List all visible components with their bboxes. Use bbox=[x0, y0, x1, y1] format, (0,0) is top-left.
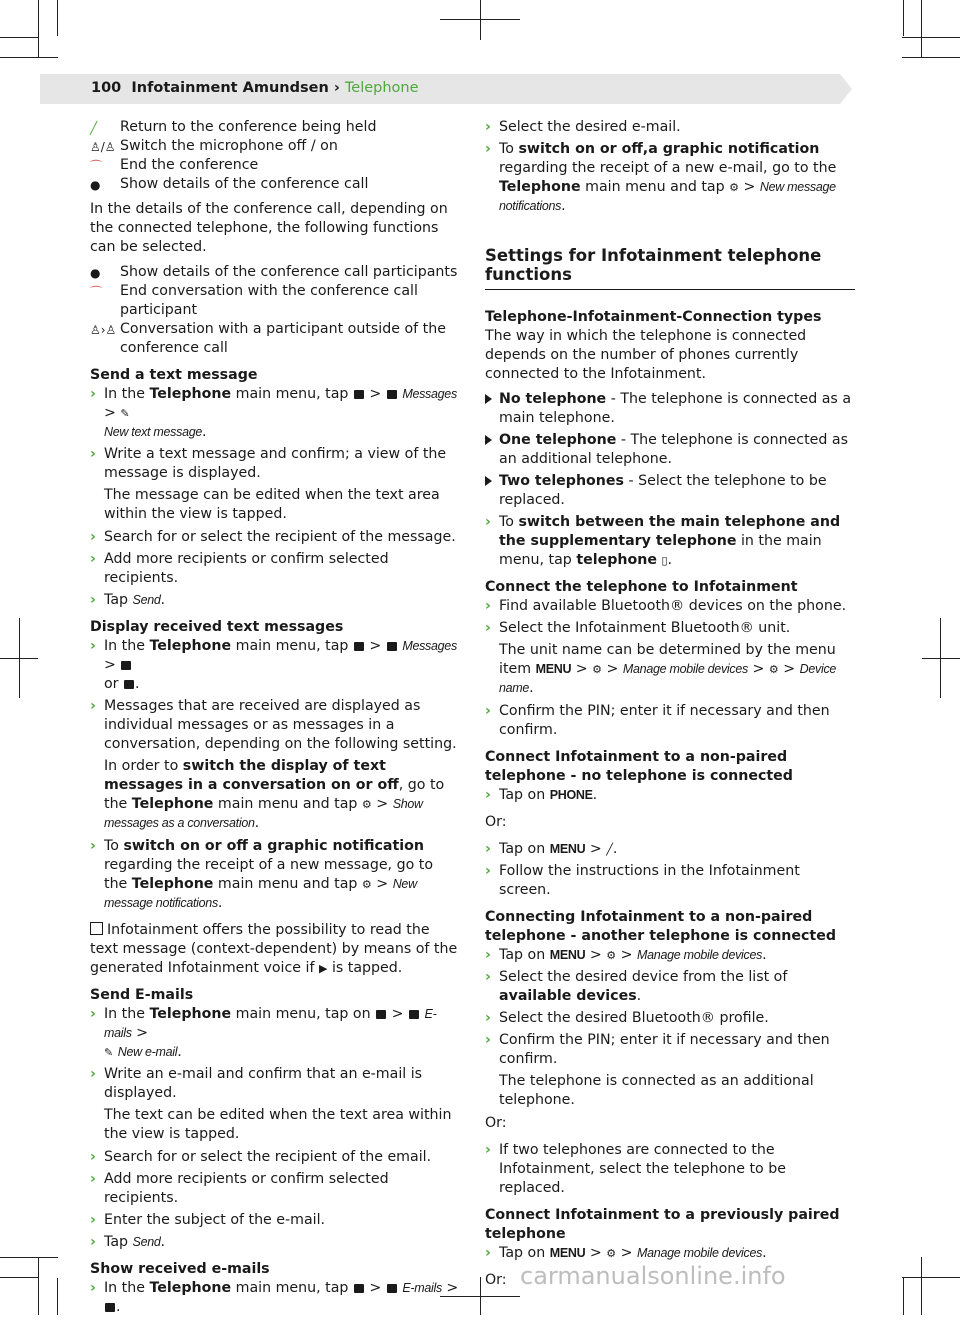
step: › Messages that are received are displayed as individual messages or as messages in a conversation, depending on the following setting. bbox=[90, 698, 457, 752]
pencil-icon: ✎ bbox=[120, 407, 130, 420]
icon-row: ♙/♙ Switch the microphone off / on bbox=[90, 137, 460, 156]
info-icon bbox=[90, 922, 103, 935]
step-detail: In order to switch the display of text messages in a conversation on or off, go to the Telephone main menu and tap ⚙ > Show messages as a conversation. bbox=[104, 758, 445, 831]
step: › Select the desired Bluetooth® profile. bbox=[485, 1010, 769, 1026]
step: › In the Telephone main menu, tap on > E-mails > ✎ New e-mail. bbox=[90, 1006, 437, 1060]
step: › Tap on PHONE. bbox=[485, 787, 598, 803]
phone-icon: ╱ bbox=[90, 121, 98, 135]
chevron-icon: › bbox=[485, 514, 491, 530]
step: › Tap on MENU > ⚙ > Manage mobile devices. bbox=[485, 1245, 767, 1261]
step-detail: The telephone is connected as an additional telephone. bbox=[499, 1073, 814, 1108]
crop-mark bbox=[38, 1257, 39, 1315]
chevron-icon: › bbox=[485, 1142, 491, 1158]
crop-mark bbox=[922, 658, 960, 659]
icon-row: ╱ Return to the conference being held bbox=[90, 118, 460, 137]
icon-row: ⌒ End the conference bbox=[90, 156, 460, 175]
step: › Add more recipients or confirm selected recipients. bbox=[90, 551, 389, 586]
chevron-icon: › bbox=[485, 703, 491, 719]
heading: Connect Infotainment to a non-paired telephone - no telephone is connected bbox=[485, 749, 793, 784]
mail-icon bbox=[121, 661, 131, 670]
step: › Tap Send. bbox=[90, 592, 166, 608]
chevron-icon: › bbox=[485, 119, 491, 135]
mail-open-icon bbox=[105, 1303, 115, 1312]
chevron-icon: › bbox=[485, 141, 491, 157]
chapter-name: Telephone bbox=[344, 80, 419, 96]
right-column bbox=[485, 118, 855, 1296]
crop-mark bbox=[0, 57, 58, 58]
crop-mark bbox=[19, 618, 20, 698]
triangle-bullet-icon bbox=[485, 476, 492, 486]
crop-mark bbox=[940, 618, 941, 698]
step: › Find available Bluetooth® devices on the phone. bbox=[485, 598, 847, 614]
mail-icon bbox=[354, 642, 364, 651]
chevron-icon: › bbox=[485, 598, 491, 614]
chevron-icon: › bbox=[485, 841, 491, 857]
paragraph: In the details of the conference call, depending on the connected telephone, the following functions can be selected. bbox=[90, 201, 448, 255]
chevron-icon: › bbox=[90, 698, 96, 714]
crop-mark bbox=[902, 1277, 960, 1278]
mail-icon bbox=[409, 1010, 419, 1019]
mail-icon bbox=[387, 642, 397, 651]
mail-open-icon bbox=[124, 680, 134, 689]
heading: Send E-mails bbox=[90, 987, 194, 1003]
mail-icon bbox=[387, 390, 397, 399]
end-call-icon: ⌒ bbox=[90, 285, 103, 299]
step: › Tap on MENU > ⚙ > Manage mobile devices. bbox=[485, 947, 767, 963]
crop-mark bbox=[0, 1277, 38, 1278]
triangle-bullet-icon bbox=[485, 394, 492, 404]
microphone-icon: ♙/♙ bbox=[90, 140, 116, 154]
icon-row: ♙›♙ Conversation with a participant outside of the conference call bbox=[90, 321, 446, 356]
note: Infotainment offers the possibility to read the text message (context-dependent) by means of the generated Infotainment voice if ▶ is tapped. bbox=[90, 922, 458, 976]
heading: Send a text message bbox=[90, 367, 258, 383]
phone-icon: ╱ bbox=[606, 843, 613, 856]
chevron-icon: › bbox=[485, 947, 491, 963]
crop-mark bbox=[38, 0, 39, 58]
chevron-icon: › bbox=[90, 446, 96, 462]
pencil-icon: ✎ bbox=[104, 1046, 114, 1059]
speech-icon: ▶ bbox=[318, 962, 328, 975]
watermark: carmanualsonline.info bbox=[520, 1262, 786, 1290]
chevron-icon: › bbox=[485, 1010, 491, 1026]
step-detail: The text can be edited when the text area within the view is tapped. bbox=[104, 1107, 452, 1142]
chevron-icon: › bbox=[90, 1006, 96, 1022]
chevron-icon: › bbox=[485, 787, 491, 803]
crop-mark bbox=[480, 1277, 481, 1315]
step: › Tap on MENU > ╱. bbox=[485, 841, 618, 857]
chevron-icon: › bbox=[90, 1149, 96, 1165]
heading: Connect the telephone to Infotainment bbox=[485, 579, 798, 595]
chevron-icon: › bbox=[90, 386, 96, 402]
chevron-icon: › bbox=[485, 969, 491, 985]
chevron-icon: › bbox=[485, 863, 491, 879]
crop-mark bbox=[921, 1257, 922, 1315]
chevron-icon: › bbox=[90, 551, 96, 567]
step: › To switch on or off,a graphic notification regarding the receipt of a new e-mail, go to the Telephone main menu and tap ⚙ > New message notifications. bbox=[485, 141, 837, 214]
page-header-arrow bbox=[840, 74, 852, 104]
heading: Connecting Infotainment to a non-paired telephone - another telephone is connected bbox=[485, 909, 836, 944]
crop-mark bbox=[0, 37, 38, 38]
list-item: Two telephones - Select the telephone to be replaced. bbox=[485, 472, 855, 510]
end-call-icon: ⌒ bbox=[90, 159, 103, 173]
icon-row: ⌒ End conversation with the conference call participant bbox=[90, 283, 418, 318]
list-item: No telephone - The telephone is connected as a main telephone. bbox=[485, 390, 855, 428]
chevron-icon: › bbox=[90, 1066, 96, 1082]
crop-mark bbox=[57, 0, 58, 36]
heading: Telephone-Infotainment-Connection types bbox=[485, 309, 822, 325]
heading: Show received e-mails bbox=[90, 1261, 270, 1277]
phone-swap-icon: ▯ bbox=[661, 554, 668, 567]
chevron-icon: › bbox=[90, 1280, 96, 1296]
crop-mark bbox=[902, 57, 960, 58]
chevron-icon: › bbox=[90, 529, 96, 545]
left-column bbox=[90, 118, 460, 1320]
settings-icon: ⚙ bbox=[361, 878, 372, 891]
chevron-icon: › bbox=[90, 838, 96, 854]
person-icon: ● bbox=[90, 266, 101, 280]
settings-icon: ⚙ bbox=[361, 798, 372, 811]
settings-icon: ⚙ bbox=[606, 1247, 617, 1260]
step: › Search for or select the recipient of the message. bbox=[90, 529, 456, 545]
mail-icon bbox=[354, 1284, 364, 1293]
step: › In the Telephone main menu, tap > Messages > or . bbox=[90, 638, 457, 692]
settings-icon: ⚙ bbox=[768, 663, 779, 676]
crop-mark bbox=[902, 37, 960, 38]
crop-mark bbox=[903, 1278, 904, 1315]
crop-mark bbox=[921, 0, 922, 58]
crop-mark bbox=[0, 1257, 58, 1258]
step: › Add more recipients or confirm selected recipients. bbox=[90, 1171, 389, 1206]
section-title: Settings for Infotainment telephone functions bbox=[485, 246, 855, 290]
crop-mark bbox=[903, 0, 904, 36]
mail-icon bbox=[387, 1284, 397, 1293]
mail-icon bbox=[354, 390, 364, 399]
triangle-bullet-icon bbox=[485, 435, 492, 445]
step: › In the Telephone main menu, tap > Messages > ✎ New text message. bbox=[90, 386, 457, 440]
step-detail: The message can be edited when the text area within the view is tapped. bbox=[104, 487, 440, 522]
chevron-icon: › bbox=[90, 1212, 96, 1228]
step: › Select the desired device from the list of available devices. bbox=[485, 969, 788, 1004]
chevron-icon: › bbox=[90, 1171, 96, 1187]
person-icon: ● bbox=[90, 178, 101, 192]
chevron-icon: › bbox=[485, 1245, 491, 1261]
step: › To switch between the main telephone and the supplementary telephone in the main menu, tap telephone ▯. bbox=[485, 514, 841, 568]
settings-icon: ⚙ bbox=[606, 949, 617, 962]
step: › To switch on or off a graphic notification regarding the receipt of a new message, go to the Telephone main menu and tap ⚙ > New message notifications. bbox=[90, 838, 434, 911]
mail-icon bbox=[376, 1010, 386, 1019]
heading: Connect Infotainment to a previously paired telephone bbox=[485, 1207, 840, 1242]
step: › If two telephones are connected to the Infotainment, select the telephone to be replaced. bbox=[485, 1142, 786, 1196]
settings-icon: ⚙ bbox=[729, 181, 739, 194]
step: › Write a text message and confirm; a view of the message is displayed. bbox=[90, 446, 447, 481]
page-header bbox=[91, 80, 419, 96]
chevron-icon: › bbox=[485, 620, 491, 636]
icon-row: ● Show details of the conference call participants bbox=[90, 263, 460, 282]
heading: Display received text messages bbox=[90, 619, 344, 635]
call-transfer-icon: ♙›♙ bbox=[90, 323, 117, 337]
settings-icon: ⚙ bbox=[592, 663, 602, 676]
crop-mark bbox=[57, 1278, 58, 1315]
step: › Confirm the PIN; enter it if necessary and then confirm. bbox=[485, 1032, 830, 1067]
page-number: 100 bbox=[91, 80, 122, 96]
step-detail: The unit name can be determined by the menu item MENU > ⚙ > Manage mobile devices > ⚙ > Device name. bbox=[499, 642, 837, 696]
paragraph: Or: bbox=[485, 1272, 507, 1288]
chevron-icon: › bbox=[90, 592, 96, 608]
icon-row: ● Show details of the conference call bbox=[90, 175, 460, 194]
step: › Tap Send. bbox=[90, 1234, 166, 1250]
step: › Enter the subject of the e-mail. bbox=[90, 1212, 326, 1228]
step: › Select the Infotainment Bluetooth® unit. bbox=[485, 620, 791, 636]
step: › Write an e-mail and confirm that an e-mail is displayed. bbox=[90, 1066, 423, 1101]
step: › Confirm the PIN; enter it if necessary and then confirm. bbox=[485, 703, 830, 738]
paragraph: Or: bbox=[485, 814, 507, 830]
list-item: One telephone - The telephone is connected as an additional telephone. bbox=[485, 431, 855, 469]
paragraph: Or: bbox=[485, 1115, 507, 1131]
crop-mark bbox=[480, 0, 481, 40]
chevron-icon: › bbox=[90, 1234, 96, 1250]
paragraph: The way in which the telephone is connected depends on the number of phones currently connected to the Infotainment. bbox=[485, 328, 807, 382]
breadcrumb-separator: › bbox=[333, 80, 340, 96]
step: › Select the desired e-mail. bbox=[485, 119, 681, 135]
step: › Follow the instructions in the Infotainment screen. bbox=[485, 863, 800, 898]
chevron-icon: › bbox=[485, 1032, 491, 1048]
section-name: Infotainment Amundsen bbox=[131, 80, 329, 96]
step: › In the Telephone main menu, tap > E-mails > . bbox=[90, 1280, 459, 1315]
chevron-icon: › bbox=[90, 638, 96, 654]
step: › Search for or select the recipient of the email. bbox=[90, 1149, 432, 1165]
